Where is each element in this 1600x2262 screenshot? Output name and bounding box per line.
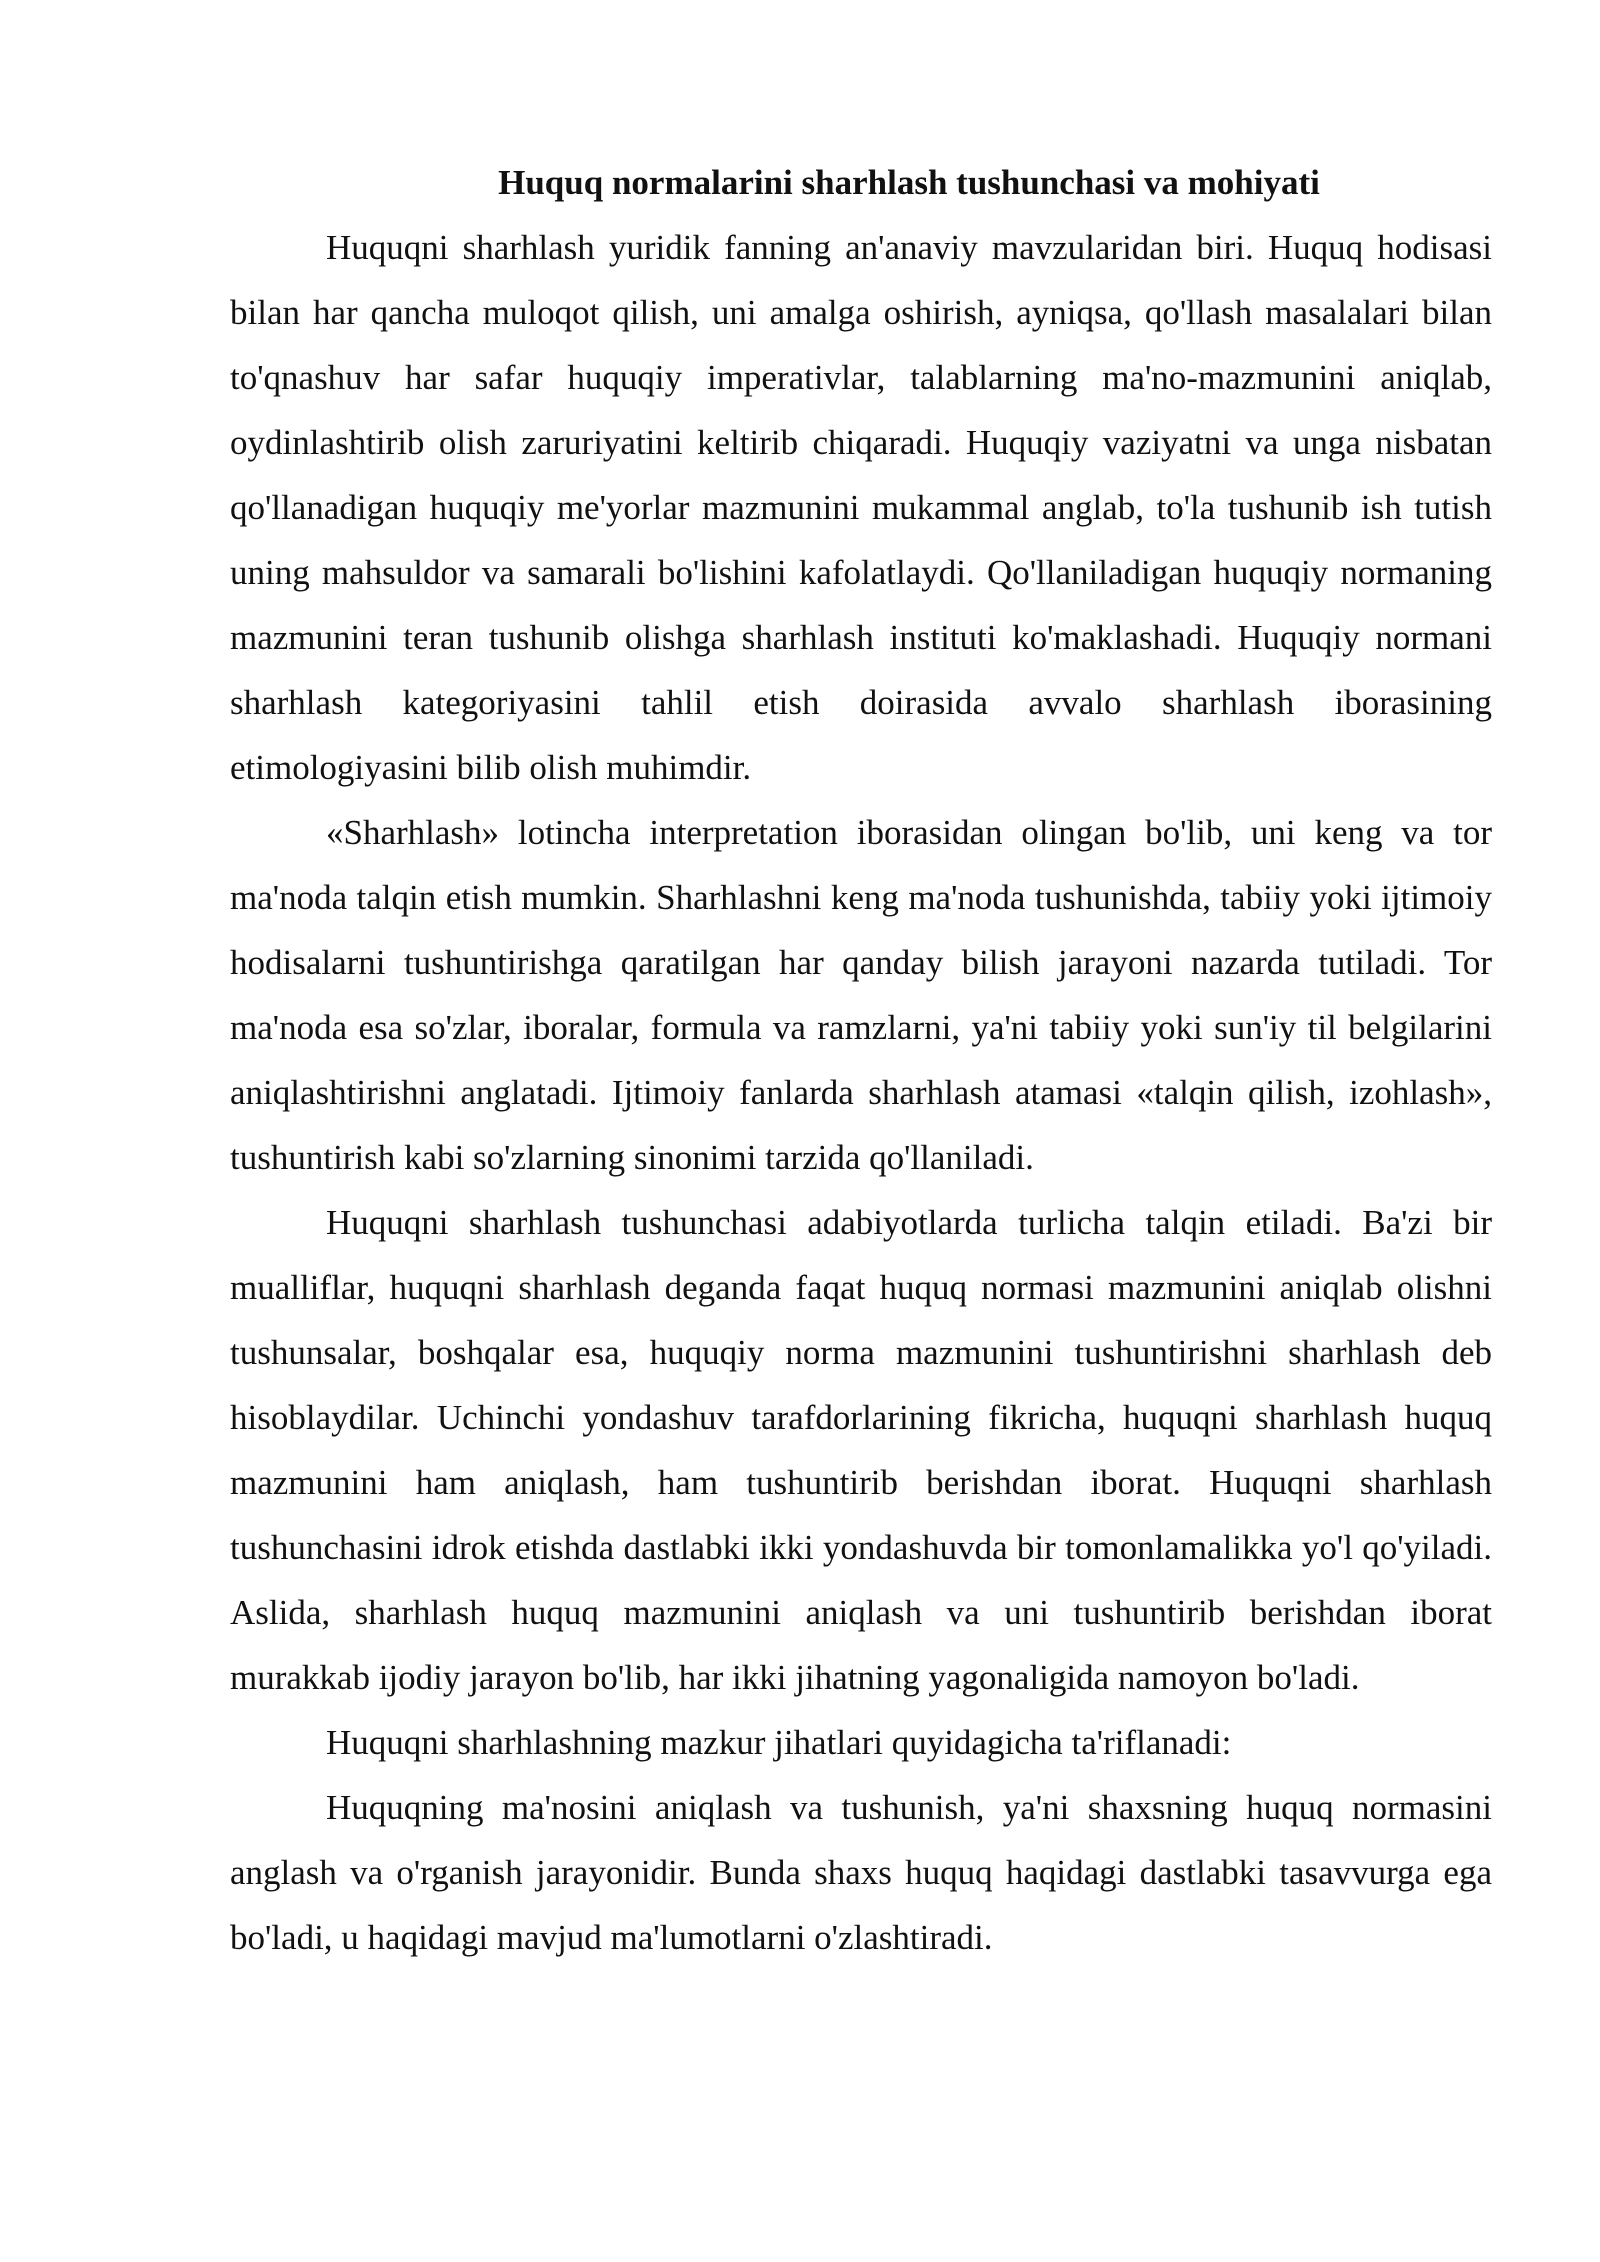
paragraph-2: «Sharhlash» lotincha interpretation iborasidan olingan bo'lib, uni keng va tor ma'noda talqin etish mumkin. Sharhlashni keng ma'noda tushunishda, tabiiy yoki ijtimoiy hodisalarni tushuntirishga qaratilgan har qanday bilish jarayoni nazarda tutiladi. Tor ma'noda esa so'zlar, iboralar, formula va ramzlarni, ya'ni tabiiy yoki sun'iy til belgilarini aniqlashtirishni anglatadi. Ijtimoiy fanlarda sharhlash atamasi «talqin qilish, izohlash», tushuntirish kabi so'zlarning sinonimi tarzida qo'llaniladi. [230, 813, 1492, 1177]
document-title: Huquq normalarini sharhlash tushunchasi va mohiyati [498, 163, 1320, 202]
paragraph-3: Huquqni sharhlash tushunchasi adabiyotlarda turlicha talqin etiladi. Ba'zi bir mualliflar, huquqni sharhlash deganda faqat huquq normasi mazmunini aniqlab olishni tushunsalar, boshqalar esa, huquqiy norma mazmunini tushuntirishni sharhlash deb hisoblaydilar. Uchinchi yondashuv tarafdorlarining fikricha, huquqni sharhlash huquq mazmunini ham aniqlash, ham tushuntirib berishdan iborat. Huquqni sharhlash tushunchasini idrok etishda dastlabki ikki yondashuvda bir tomonlamalikka yo'l qo'yiladi. Aslida, sharhlash huquq mazmunini aniqlash va uni tushuntirib berishdan iborat murakkab ijodiy jarayon bo'lib, har ikki jihatning yagonaligida namoyon bo'ladi. [230, 1203, 1492, 1697]
document-body [230, 150, 1492, 1970]
paragraph-4: Huquqni sharhlashning mazkur jihatlari quyidagicha ta'riflanadi: [326, 1723, 1232, 1762]
paragraph-5: Huquqning ma'nosini aniqlash va tushunish, ya'ni shaxsning huquq normasini anglash va o'rganish jarayonidir. Bunda shaxs huquq haqidagi dastlabki tasavvurga ega bo'ladi, u haqidagi mavjud ma'lumotlarni o'zlashtiradi. [230, 1788, 1492, 1957]
paragraph-1: Huquqni sharhlash yuridik fanning an'anaviy mavzularidan biri. Huquq hodisasi bilan har qancha muloqot qilish, uni amalga oshirish, ayniqsa, qo'llash masalalari bilan to'qnashuv har safar huquqiy imperativlar, talablarning ma'no-mazmunini aniqlab, oydinlashtirib olish zaruriyatini keltirib chiqaradi. Huquqiy vaziyatni va unga nisbatan qo'llanadigan huquqiy me'yorlar mazmunini mukammal anglab, to'la tushunib ish tutish uning mahsuldor va samarali bo'lishini kafolatlaydi. Qo'llaniladigan huquqiy normaning mazmunini teran tushunib olishga sharhlash instituti ko'maklashadi. Huquqiy normani sharhlash kategoriyasini tahlil etish doirasida avvalo sharhlash iborasining etimologiyasini bilib olish muhimdir. [230, 228, 1492, 787]
